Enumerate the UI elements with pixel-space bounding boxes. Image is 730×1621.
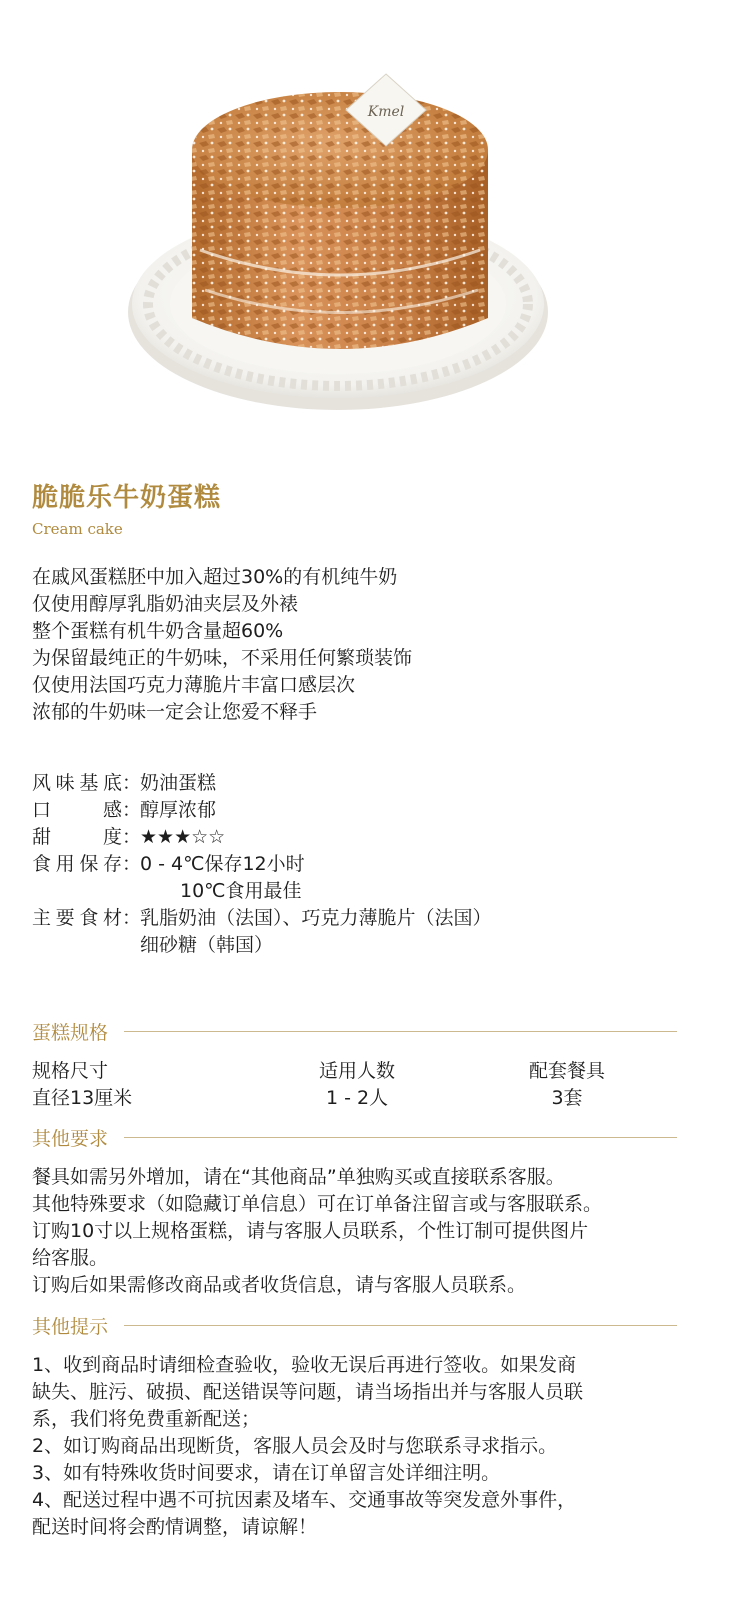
tips-line: 缺失、脏污、破损、配送错误等问题，请当场指出并与客服人员联 <box>32 1381 584 1403</box>
tips-line: 配送时间将会酌情调整，请谅解！ <box>32 1516 318 1538</box>
section-title: 其他要求 <box>32 1128 109 1150</box>
description-line: 整个蛋糕有机牛奶含量超60% <box>32 620 284 642</box>
tips-line: 2、如订购商品出现断货，客服人员会及时与您联系寻求指示。 <box>32 1435 558 1457</box>
spec-label: 甜度 <box>32 826 122 848</box>
tips-line: 3、如有特殊收货时间要求，请在订单留言处详细注明。 <box>32 1462 501 1484</box>
product-title: 脆脆乐牛奶蛋糕 <box>32 483 222 513</box>
description-line: 仅使用法国巧克力薄脆片丰富口感层次 <box>32 674 356 696</box>
spec-texture <box>32 797 492 824</box>
table-header: 适用人数 <box>318 1060 395 1082</box>
table-header-row <box>32 1058 672 1085</box>
spec-value: 细砂糖（韩国） <box>140 934 274 956</box>
logo-text: Kmel <box>367 104 405 120</box>
product-header <box>32 482 221 540</box>
section-divider <box>124 1325 677 1326</box>
section-heading-requirements <box>32 1124 677 1151</box>
spec-label: 口感 <box>32 799 122 821</box>
requirements-line: 给客服。 <box>32 1247 109 1269</box>
tips-line: 1、收到商品时请细检查验收，验收无误后再进行签收。如果发商 <box>32 1354 577 1376</box>
table-header: 配套餐具 <box>528 1060 605 1082</box>
spec-value: 醇厚浓郁 <box>140 799 217 821</box>
requirements-line: 订购10寸以上规格蛋糕，请与客服人员联系，个性订制可提供图片 <box>32 1220 589 1242</box>
spec-value: 乳脂奶油（法国）、巧克力薄脆片（法国） <box>140 907 492 929</box>
product-image <box>0 0 730 460</box>
tips-line: 系，我们将免费重新配送； <box>32 1408 261 1430</box>
requirements-text <box>32 1164 702 1299</box>
product-description <box>32 564 412 726</box>
description-line: 在戚风蛋糕胚中加入超过30%的有机纯牛奶 <box>32 566 398 588</box>
description-line: 为保留最纯正的牛奶味，不采用任何繁琐装饰 <box>32 647 413 669</box>
section-heading-size <box>32 1018 677 1045</box>
table-cell: 3套 <box>551 1087 583 1109</box>
product-subtitle: Cream cake <box>32 520 123 538</box>
description-line: 浓郁的牛奶味一定会让您爱不释手 <box>32 701 318 723</box>
spec-value: 10℃食用最佳 <box>180 880 302 902</box>
spec-label: 风味基底 <box>32 772 122 794</box>
spec-colon: ： <box>122 907 142 929</box>
requirements-line: 其他特殊要求（如隐藏订单信息）可在订单备注留言或与客服联系。 <box>32 1193 603 1215</box>
description-line: 仅使用醇厚乳脂奶油夹层及外裱 <box>32 593 299 615</box>
spec-value: 奶油蛋糕 <box>140 772 217 794</box>
table-cell: 1 - 2人 <box>325 1087 389 1109</box>
table-row <box>32 1085 672 1112</box>
requirements-line: 订购后如果需修改商品或者收货信息，请与客服人员联系。 <box>32 1274 527 1296</box>
section-heading-tips <box>32 1312 677 1339</box>
spec-colon: ： <box>122 853 142 875</box>
spec-flavor <box>32 770 492 797</box>
spec-colon: ： <box>122 826 142 848</box>
spec-value: 0 - 4℃保存12小时 <box>140 853 305 875</box>
spec-ingredients <box>32 905 492 959</box>
table-header: 规格尺寸 <box>32 1060 109 1082</box>
spec-colon: ： <box>122 799 142 821</box>
section-title: 蛋糕规格 <box>32 1022 109 1044</box>
spec-colon: ： <box>122 772 142 794</box>
tips-line: 4、配送过程中遇不可抗因素及堵车、交通事故等突发意外事件， <box>32 1489 577 1511</box>
section-divider <box>124 1137 677 1138</box>
size-table <box>32 1058 672 1112</box>
table-cell: 直径13厘米 <box>32 1087 133 1109</box>
section-title: 其他提示 <box>32 1316 109 1338</box>
spec-label: 食用保存 <box>32 853 122 875</box>
product-specs <box>32 770 492 959</box>
tips-text <box>32 1352 702 1541</box>
section-divider <box>124 1031 677 1032</box>
spec-storage <box>32 851 492 905</box>
spec-label: 主要食材 <box>32 907 122 929</box>
spec-sweetness <box>32 824 492 851</box>
requirements-line: 餐具如需另外增加，请在“其他商品”单独购买或直接联系客服。 <box>32 1166 565 1188</box>
sweetness-stars: ★★★☆☆ <box>140 826 226 848</box>
